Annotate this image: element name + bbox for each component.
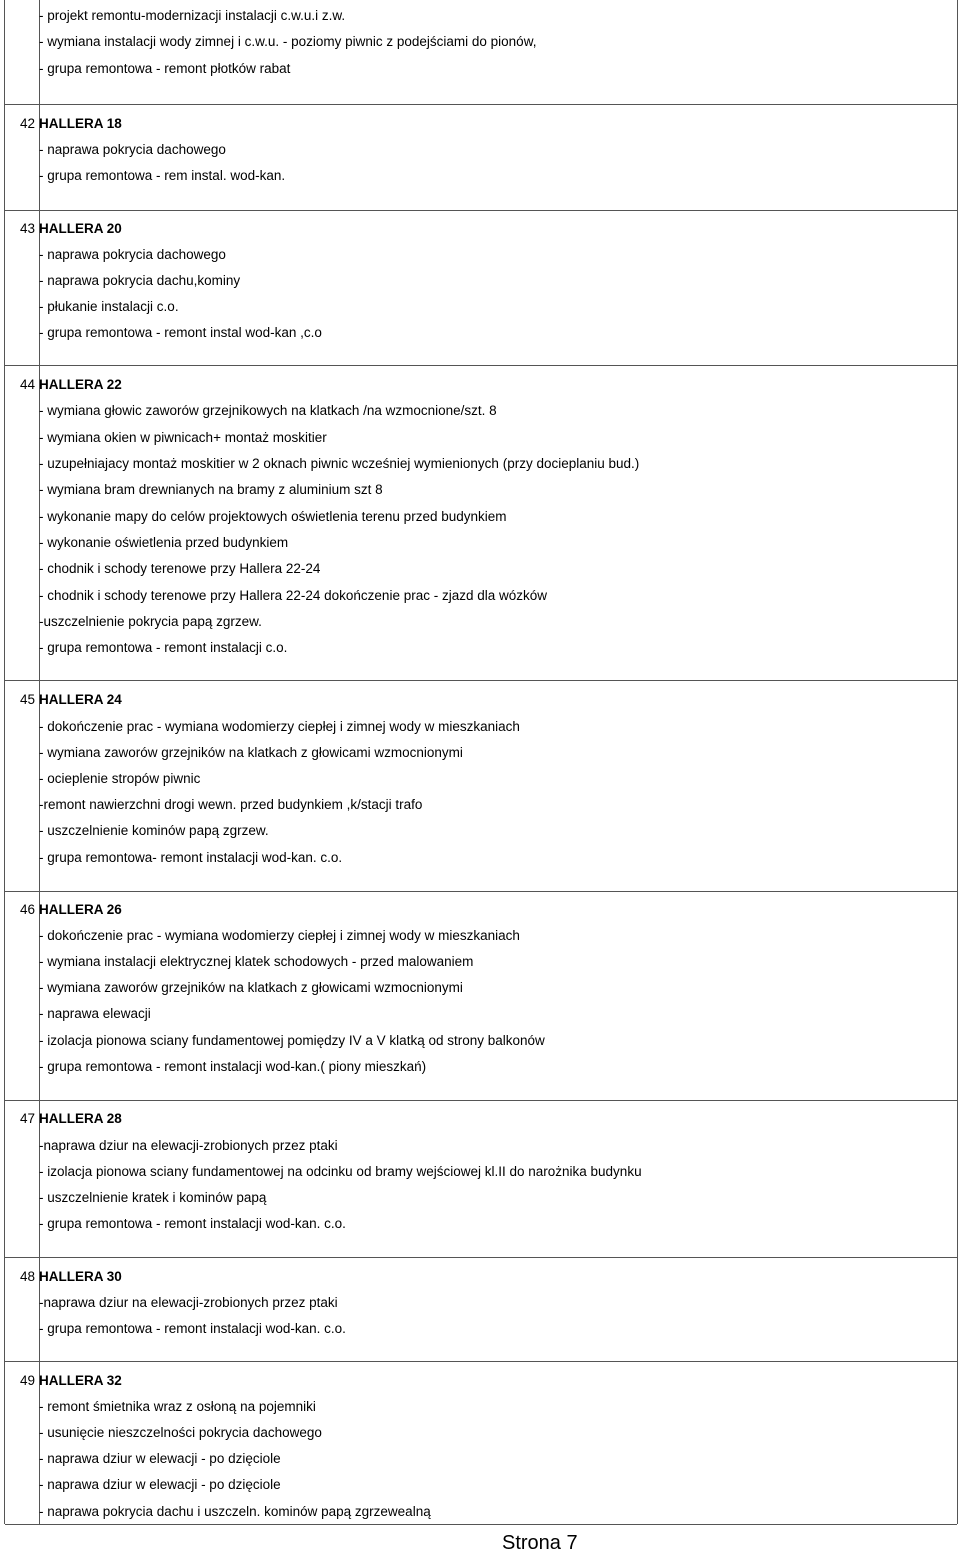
row-separator (5, 891, 957, 892)
item-line: - naprawa pokrycia dachowego (39, 247, 226, 262)
item-line: - grupa remontowa - remont instalacji wod-kan. c.o. (39, 1321, 346, 1336)
item-line: - grupa remontowa - remont instalacji wod-kan. c.o. (39, 1216, 346, 1231)
item-line: - grupa remontowa - remont instalacji c.o. (39, 640, 288, 655)
item-line: - chodnik i schody terenowe przy Hallera 22-24 (39, 561, 321, 576)
item-line: - naprawa pokrycia dachu i uszczeln. kominów papą zgrzewealną (39, 1504, 431, 1519)
item-line: - grupa remontowa - remont instalacji wod-kan.( piony mieszkań) (39, 1059, 427, 1074)
item-line: - naprawa dziur w elewacji - po dzięciole (39, 1477, 281, 1492)
item-line: - projekt remontu-modernizacji instalacji c.w.u.i z.w. (39, 8, 346, 23)
row-separator (5, 104, 957, 105)
item-line: - płukanie instalacji c.o. (39, 299, 179, 314)
row-separator (5, 210, 957, 211)
item-line: - izolacja pionowa sciany fundamentowej pomiędzy IV a V klatką od strony balkonów (39, 1033, 545, 1048)
section-number: 46 (19, 902, 35, 917)
item-line: - dokończenie prac - wymiana wodomierzy ciepłej i zimnej wody w mieszkaniach (39, 928, 520, 943)
item-line: - naprawa pokrycia dachowego (39, 142, 226, 157)
section-number: 49 (19, 1373, 35, 1388)
item-line: - wymiana zaworów grzejników na klatkach z głowicami wzmocnionymi (39, 745, 463, 760)
item-line: - wymiana bram drewnianych na bramy z aluminium szt 8 (39, 482, 383, 497)
section-title: HALLERA 24 (39, 692, 122, 707)
item-line: -uszczelnienie pokrycia papą zgrzew. (39, 614, 262, 629)
item-line: - grupa remontowa - remont instal wod-kan ,c.o (39, 325, 322, 340)
section-number: 44 (19, 377, 35, 392)
item-line: - chodnik i schody terenowe przy Hallera 22-24 dokończenie prac - zjazd dla wózków (39, 588, 548, 603)
section-title: HALLERA 20 (39, 221, 122, 236)
item-line: - remont śmietnika wraz z osłoną na pojemniki (39, 1399, 316, 1414)
section-number: 48 (19, 1269, 35, 1284)
section-number: 42 (19, 116, 35, 131)
section-title: HALLERA 26 (39, 902, 122, 917)
item-line: - dokończenie prac - wymiana wodomierzy ciepłej i zimnej wody w mieszkaniach (39, 719, 520, 734)
item-line: - ocieplenie stropów piwnic (39, 771, 201, 786)
row-separator (5, 1361, 957, 1362)
item-line: - wykonanie oświetlenia przed budynkiem (39, 535, 289, 550)
row-separator (5, 680, 957, 681)
item-line: - wymiana okien w piwnicach+ montaż moskitier (39, 430, 327, 445)
section-title: HALLERA 32 (39, 1373, 122, 1388)
page-number: Strona 7 (502, 1532, 578, 1554)
item-line: -remont nawierzchni drogi wewn. przed budynkiem ,k/stacji trafo (39, 797, 423, 812)
item-line: -naprawa dziur na elewacji-zrobionych przez ptaki (39, 1138, 338, 1153)
section-number: 43 (19, 221, 35, 236)
item-line: - uzupełniajacy montaż moskitier w 2 oknach piwnic wcześniej wymienionych (przy docieplaniu bud.) (39, 456, 640, 471)
row-separator (5, 1100, 957, 1101)
item-line: - uszczelnienie kominów papą zgrzew. (39, 823, 269, 838)
section-title: HALLERA 18 (39, 116, 122, 131)
item-line: - wymiana instalacji wody zimnej i c.w.u. - poziomy piwnic z podejściami do pionów, (39, 34, 537, 49)
item-line: -naprawa dziur na elewacji-zrobionych przez ptaki (39, 1295, 338, 1310)
section-number: 47 (19, 1111, 35, 1126)
item-line: - usunięcie nieszczelności pokrycia dachowego (39, 1425, 322, 1440)
item-line: - wymiana głowic zaworów grzejnikowych na klatkach /na wzmocnione/szt. 8 (39, 403, 497, 418)
row-separator (5, 1257, 957, 1258)
item-line: - grupa remontowa - remont płotków rabat (39, 61, 291, 76)
row-separator (5, 1524, 957, 1525)
item-line: - grupa remontowa - rem instal. wod-kan. (39, 168, 286, 183)
document-table (4, 0, 958, 1524)
row-separator (5, 365, 957, 366)
item-line: - uszczelnienie kratek i kominów papą (39, 1190, 267, 1205)
item-line: - naprawa pokrycia dachu,kominy (39, 273, 241, 288)
item-line: - izolacja pionowa sciany fundamentowej na odcinku od bramy wejściowej kl.II do narożnika budynku (39, 1164, 642, 1179)
section-title: HALLERA 28 (39, 1111, 122, 1126)
section-title: HALLERA 22 (39, 377, 122, 392)
section-title: HALLERA 30 (39, 1269, 122, 1284)
item-line: - naprawa elewacji (39, 1006, 151, 1021)
item-line: - wymiana zaworów grzejników na klatkach z głowicami wzmocnionymi (39, 980, 463, 995)
item-line: - naprawa dziur w elewacji - po dzięciole (39, 1451, 281, 1466)
section-number: 45 (19, 692, 35, 707)
item-line: - wymiana instalacji elektrycznej klatek schodowych - przed malowaniem (39, 954, 474, 969)
item-line: - wykonanie mapy do celów projektowych oświetlenia terenu przed budynkiem (39, 509, 507, 524)
item-line: - grupa remontowa- remont instalacji wod-kan. c.o. (39, 850, 343, 865)
